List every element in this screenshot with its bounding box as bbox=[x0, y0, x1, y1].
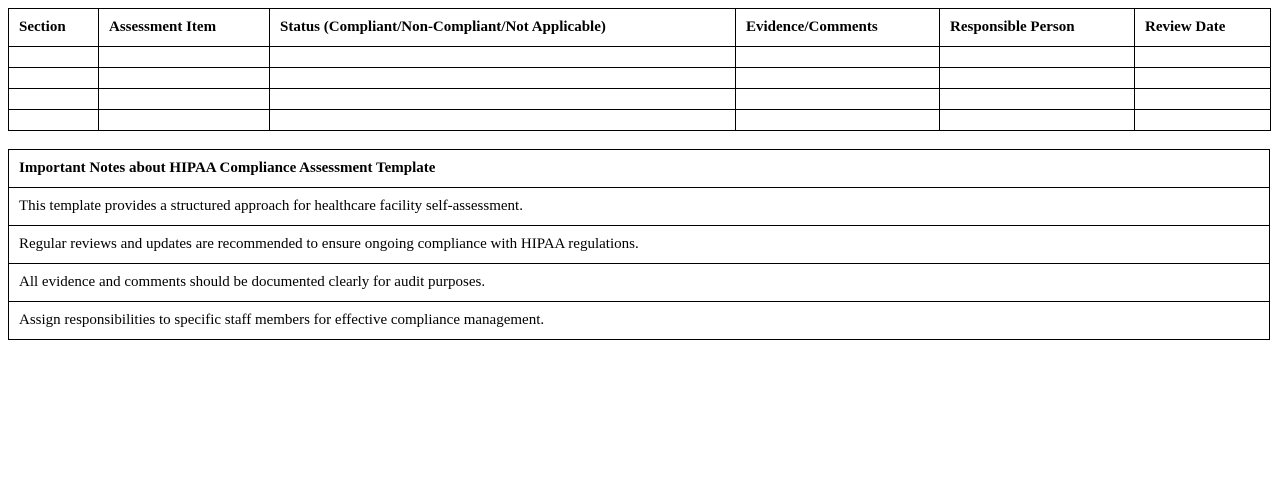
table-row bbox=[9, 68, 1271, 89]
column-header-responsible-person: Responsible Person bbox=[940, 9, 1135, 47]
table-cell-assessment-item bbox=[99, 47, 270, 68]
table-row bbox=[9, 47, 1271, 68]
table-cell-evidence-comments bbox=[736, 89, 940, 110]
table-cell-responsible-person bbox=[940, 89, 1135, 110]
table-cell-responsible-person bbox=[940, 47, 1135, 68]
column-header-review-date: Review Date bbox=[1135, 9, 1271, 47]
table-cell-section bbox=[9, 110, 99, 131]
notes-title-row bbox=[9, 150, 1270, 188]
note-row bbox=[9, 226, 1270, 264]
column-header-section: Section bbox=[9, 9, 99, 47]
table-cell-status bbox=[270, 47, 736, 68]
table-cell-evidence-comments bbox=[736, 110, 940, 131]
note-text: Assign responsibilities to specific staff members for effective compliance management. bbox=[9, 302, 1270, 340]
note-row bbox=[9, 264, 1270, 302]
notes-title: Important Notes about HIPAA Compliance Assessment Template bbox=[9, 150, 1270, 188]
table-cell-status bbox=[270, 68, 736, 89]
table-cell-review-date bbox=[1135, 47, 1271, 68]
table-cell-status bbox=[270, 110, 736, 131]
table-cell-section bbox=[9, 68, 99, 89]
column-header-assessment-item: Assessment Item bbox=[99, 9, 270, 47]
assessment-table bbox=[8, 8, 1271, 131]
notes-table bbox=[8, 149, 1270, 340]
note-text: All evidence and comments should be documented clearly for audit purposes. bbox=[9, 264, 1270, 302]
table-cell-assessment-item bbox=[99, 110, 270, 131]
table-cell-responsible-person bbox=[940, 110, 1135, 131]
note-text: Regular reviews and updates are recommended to ensure ongoing compliance with HIPAA regulations. bbox=[9, 226, 1270, 264]
note-row bbox=[9, 188, 1270, 226]
table-cell-status bbox=[270, 89, 736, 110]
table-cell-section bbox=[9, 89, 99, 110]
table-cell-assessment-item bbox=[99, 89, 270, 110]
table-cell-responsible-person bbox=[940, 68, 1135, 89]
table-row bbox=[9, 110, 1271, 131]
table-cell-section bbox=[9, 47, 99, 68]
table-cell-review-date bbox=[1135, 110, 1271, 131]
table-header-row bbox=[9, 9, 1271, 47]
table-row bbox=[9, 89, 1271, 110]
table-cell-assessment-item bbox=[99, 68, 270, 89]
column-header-status: Status (Compliant/Non-Compliant/Not Applicable) bbox=[270, 9, 736, 47]
table-cell-evidence-comments bbox=[736, 47, 940, 68]
table-cell-review-date bbox=[1135, 89, 1271, 110]
table-cell-review-date bbox=[1135, 68, 1271, 89]
table-cell-evidence-comments bbox=[736, 68, 940, 89]
column-header-evidence-comments: Evidence/Comments bbox=[736, 9, 940, 47]
note-row bbox=[9, 302, 1270, 340]
note-text: This template provides a structured approach for healthcare facility self-assessment. bbox=[9, 188, 1270, 226]
